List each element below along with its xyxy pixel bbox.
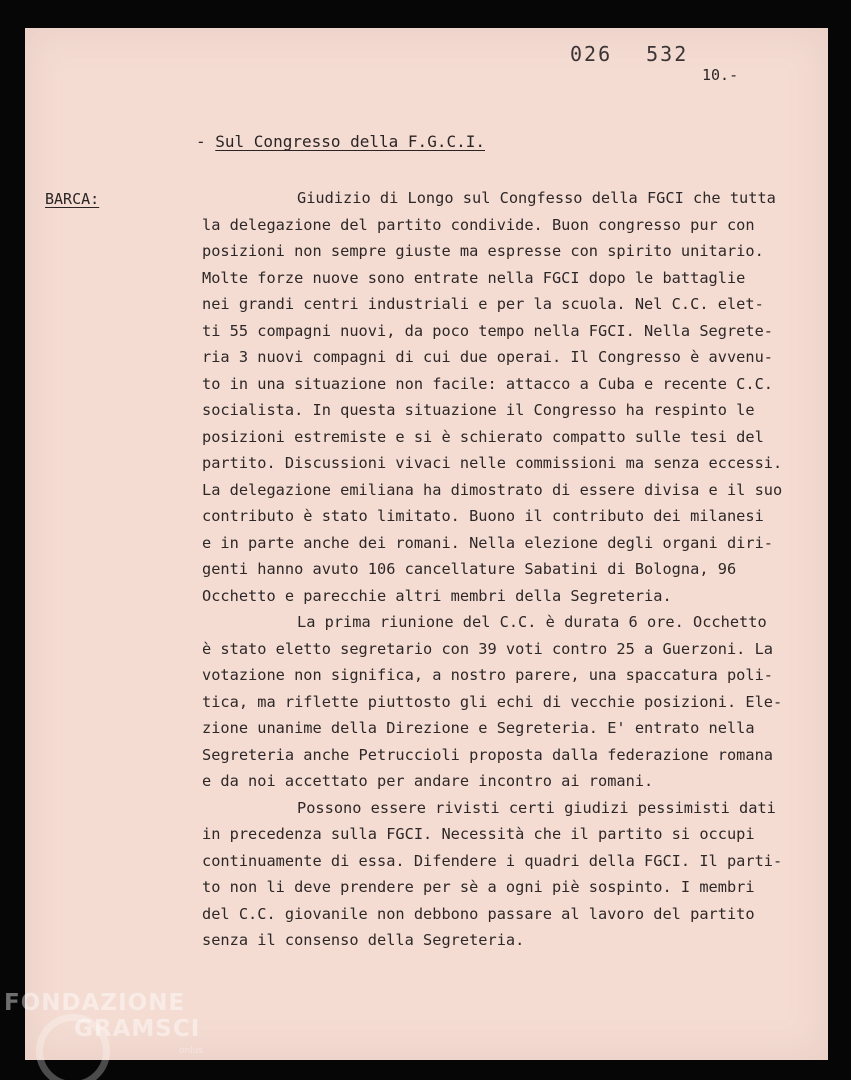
section-heading-text: Sul Congresso della F.G.C.I. [215,132,485,151]
text-line: partito. Discussioni vivaci nelle commissioni ma senza eccessi. [202,454,783,472]
document-page [25,28,828,1060]
text-line: Occhetto e parecchie altri membri della Segreteria. [202,586,672,605]
text-line: posizioni non sempre giuste ma espresse con spirito unitario. [202,242,764,260]
text-line: ria 3 nuovi compagni di cui due operai. Il Congresso è avvenu- [202,348,773,366]
text-line: in precedenza sulla FGCI. Necessità che il partito si occupi [202,825,755,843]
text-line: posizioni estremiste e si è schierato compatto sulle tesi del [202,427,764,446]
section-heading [196,132,485,151]
text-line: Possono essere rivisti certi giudizi pessimisti dati [297,798,776,817]
text-line: del C.C. giovanile non debbono passare al lavoro del partito [202,904,755,923]
watermark-line-2: GRAMSCI [74,1016,201,1042]
page-number: 10.- [702,66,739,84]
archive-number [570,42,722,66]
text-line: ti 55 compagni nuovi, da poco tempo nella FGCI. Nella Segrete- [202,321,773,340]
text-line: la delegazione del partito condivide. Buon congresso pur con [202,215,755,234]
text-line: to in una situazione non facile: attacco a Cuba e recente C.C. [202,374,773,393]
speaker-label: BARCA: [45,190,100,208]
watermark-line-1: FONDAZIONE [4,990,186,1016]
text-line: Molte forze nuove sono entrate nella FGCI dopo le battaglie [202,268,746,287]
text-line: genti hanno avuto 106 cancellature Sabatini di Bologna, 96 [202,560,737,578]
text-line: continuamente di essa. Difendere i quadri della FGCI. Il parti- [202,851,783,870]
text-line: è stato eletto segretario con 39 voti contro 25 a Guerzoni. La [202,639,773,658]
text-line: Giudizio di Longo sul Congfesso della FGCI che tutta [297,189,776,207]
watermark-small: onlus [179,1046,204,1056]
archive-number-part-1: 026 [570,42,613,66]
section-heading-dash: - [196,132,216,151]
body-text [202,185,822,954]
text-line: tica, ma riflette piuttosto gli echi di vecchie posizioni. Ele- [202,692,783,711]
text-line: nei grandi centri industriali e per la scuola. Nel C.C. elet- [202,295,764,313]
text-line: senza il consenso della Segreteria. [202,931,525,949]
text-line: e in parte anche dei romani. Nella elezione degli organi diri- [202,533,773,552]
text-line: socialista. In questa situazione il Congresso ha respinto le [202,401,755,419]
text-line: La delegazione emiliana ha dimostrato di essere divisa e il suo [202,480,783,499]
text-line: zione unanime della Direzione e Segreteria. E' entrato nella [202,719,755,737]
text-line: votazione non significa, a nostro parere, una spaccatura poli- [202,666,773,684]
text-line: to non li deve prendere per sè a ogni piè sospinto. I membri [202,878,755,896]
text-line: La prima riunione del C.C. è durata 6 ore. Occhetto [297,613,767,631]
archive-number-part-2: 532 [646,42,689,66]
text-line: e da noi accettato per andare incontro ai romani. [202,772,654,790]
text-line: Segreteria anche Petruccioli proposta dalla federazione romana [202,745,773,764]
text-line: contributo è stato limitato. Buono il contributo dei milanesi [202,507,764,525]
